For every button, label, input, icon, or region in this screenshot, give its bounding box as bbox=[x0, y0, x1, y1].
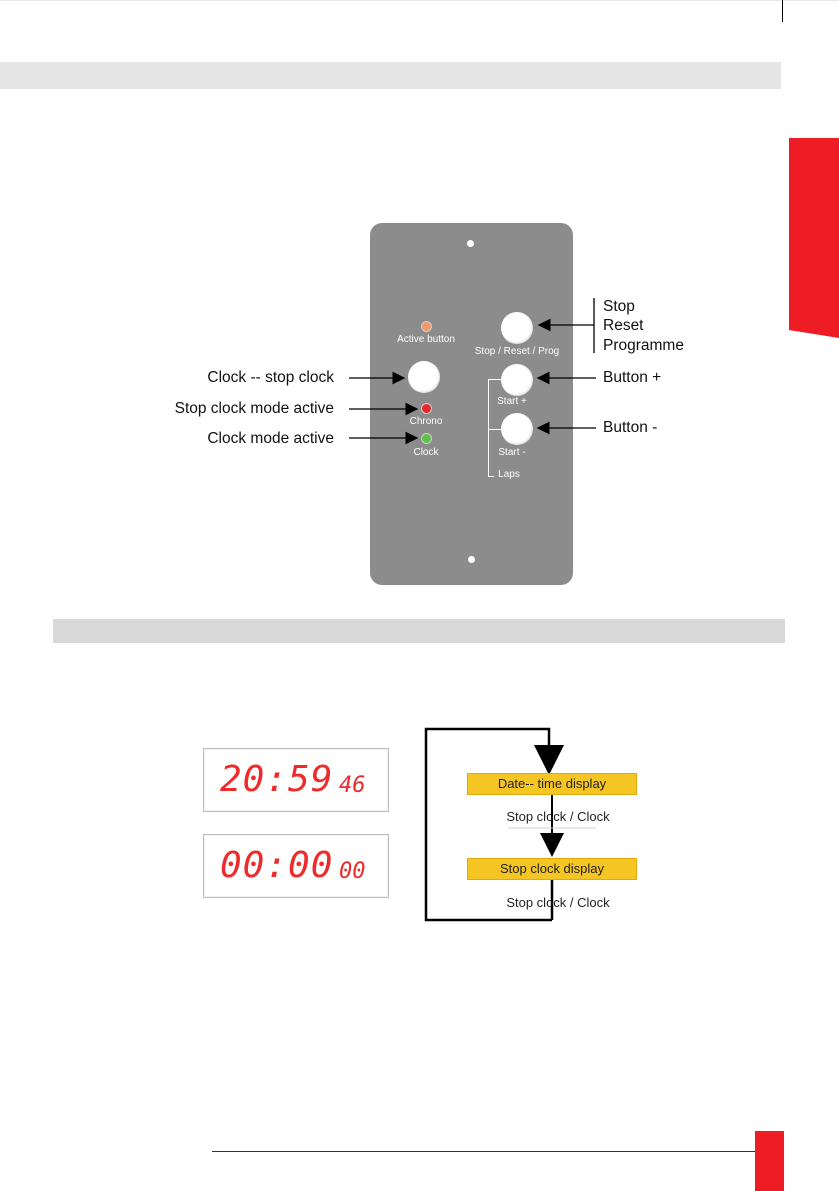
callout-button-plus: Button + bbox=[603, 369, 662, 386]
display-time-main: 20:59 bbox=[220, 759, 334, 800]
flow-date-time-display: Date-- time display bbox=[467, 773, 637, 795]
callout-stop-clock-mode-active: Stop clock mode active bbox=[174, 400, 334, 417]
display-time-seconds: 46 bbox=[339, 773, 366, 798]
active-button-label: Active button bbox=[397, 334, 455, 345]
flow-stop-clock-display: Stop clock display bbox=[467, 858, 637, 880]
stop-reset-prog-label: Stop / Reset / Prog bbox=[474, 346, 560, 357]
callout-programme: Programme bbox=[603, 337, 684, 354]
callout-clock-mode-active: Clock mode active bbox=[207, 430, 334, 447]
callout-clock-stop-clock: Clock -- stop clock bbox=[207, 369, 334, 386]
start-minus-label: Start - bbox=[498, 447, 526, 458]
laps-label: Laps bbox=[498, 469, 520, 480]
callout-reset: Reset bbox=[603, 317, 644, 334]
callout-button-minus: Button - bbox=[603, 419, 658, 436]
start-plus-label: Start + bbox=[497, 396, 527, 407]
display-chrono-seconds: 00 bbox=[339, 859, 366, 884]
clock-label: Clock bbox=[413, 447, 439, 458]
display-chrono-main: 00:00 bbox=[220, 845, 334, 886]
flow-transition-label-1: Stop clock / Clock bbox=[506, 809, 610, 824]
page-number-tab bbox=[755, 1131, 784, 1191]
flow-transition-label-2: Stop clock / Clock bbox=[506, 895, 610, 910]
chrono-label: Chrono bbox=[409, 416, 443, 427]
callout-stop: Stop bbox=[603, 298, 635, 315]
footer-rule bbox=[212, 1151, 755, 1152]
